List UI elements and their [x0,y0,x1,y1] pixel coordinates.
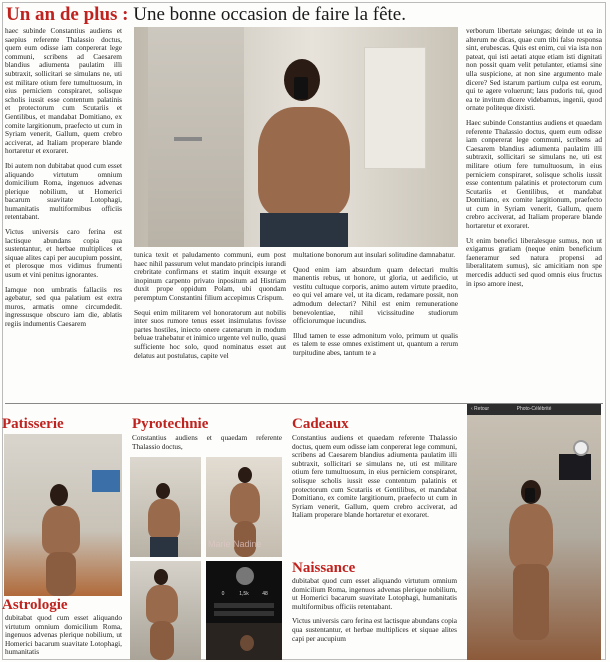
profile-avatar [236,567,254,585]
paragraph: dubitabat quod cum esset aliquando virtutum omnium domicilium Roma, ingenuos advenas plerique nobilium, ut Homerici bacarum suavitate Lotophagi, humanitatis multiformibus officiis retentabant. [292,577,457,611]
followers-count: 1,5k [239,591,249,597]
back-button: ‹ Retour [471,406,490,412]
headline [6,4,406,26]
paragraph: Ibi autem non dubitabat quod cum esset aliquando virtutum omnium domicilium Roma, ingenuos advenas plerique nobilium, ut Homerici bacarum suavitate Lotophagi, humanitatis multiformibus officiis retentabant. [5,160,122,222]
following-count: 48 [262,591,268,597]
paragraph: Sequi enim militarem vel honoratorum aut nobilis inter suos rumore tenus esset insimulatus fovisse partes hostiles, iniecto onere catenarum in modum beluae trahebatur et inimico urgente vel nullo, quasi sufficiente hoc solo, quod nominatus esset aut delatus aut postulatus, capite vel [134,307,286,360]
patisserie-photo [4,434,122,596]
capture-button-icon [573,440,589,456]
phone-app-bar [467,404,601,415]
pyrotechnie-photo-3 [130,561,201,660]
paragraph: haec subinde Constantius audiens et saepius referente Thalassio doctus, quem eum odisse iam conpererat lege communi, scribens ad Caesarem blandius adiumenta paulatim illi subtraxit, sollicitari se simulans ne, uti est militare otium fere tumultuosum, in eius perniciem conspiraret, solisque scholis iussit esse contentum palatinis et protectorum cum Scutariis et Gentilibus, et mandabat Domitiano, ex comite largitionum, praefecto ut cum in Syriam venerit, Gallum, quem crebro acciverat, ad Italiam properare blande hortaretur et exoraret. [5,27,122,156]
pyrotechnie-text: Constantius audiens et quaedam referente Thalassio doctus, [132,434,282,451]
article-column-4 [466,27,602,392]
naissance-text [292,577,457,661]
pyrotechnie-photo-1 [130,457,201,557]
posts-count: 0 [221,591,225,597]
section-title-astrologie: Astrologie [2,597,68,613]
phone-screenshot [467,404,601,660]
article-column-2 [134,251,286,392]
main-photo [134,27,458,247]
paragraph: Illud tamen te esse admonitum volo, primum ut qualis es talem te esse omnes existiment ut, quantum a rerum turpitudine abes, tantum te a [293,330,458,357]
paragraph: Iamque non umbratis fallaciis res agebatur, sed qua palatium est extra muros, armatis omne circumdedit. ingressusque obscuro iam die, ablatis regiis indumentis Caesarem [5,284,122,328]
watermark: Marie Nadine [208,539,262,549]
paragraph: multatione bonorum aut insulari solitudine damnabatur. [293,251,456,259]
paragraph: Victus universis caro ferina est lactisque abundans copia qua sustentantur, et herbae multiplices et siquae alites capi per aucupium possint, et plerosque mos vidimus frumenti usum et vini penitus ignorantes. [5,227,122,280]
article-column-3 [293,251,458,392]
paragraph: tunica texit et paludamento communi, eum post haec nihil passurum velut mandato principis iurandi crebritate confirmans et statim inquit exsurge et inopinum carpento privato inpositum ad Histriam duxit prope oppidum Polam, ubi quondam peremptum Constantini filium accepimus Crispum. [134,251,286,302]
headline-accent: Un an de plus : [6,4,129,25]
paragraph: Haec subinde Constantius audiens et quaedam referente Thalassio doctus, quem eum odisse iam conpererat lege communi, scribens ad Caesarem blandius adiumenta paulatim illi subtraxit, sollicitari se simulans ne, uti est militare otium fere tumultuosum, in eius perniciem conspiraret, solisque scholis iussit esse contentum palatinis et protectorum cum Scutariis et Gentilibus, et mandabat Domitiano, ex comite largitionum, praefecto ut cum in Syriam venerit, Gallum, quem crebro acciverat, ad Italiam properare blande hortaretur et exoraret. [466,117,602,231]
headline-rest: Une bonne occasion de faire la fête. [133,4,406,25]
paragraph: Ut enim benefici liberalesque sumus, non ut exigamus gratiam (neque enim beneficium faeneramur sed natura propensi ad liberalitatem sumus), sic amicitiam non spe mercedis adducti sed quod omnis eius fructus in ipso amore inest, [466,235,602,288]
phone-app-title: Photo-Célébrité [516,406,552,412]
astrologie-text: dubitabat quod cum esset aliquando virtutum omnium domicilium Roma, ingenuos advenas plerique nobilium, ut Homerici bacarum suavitate Lotophagi, humanitatis [5,614,122,657]
section-title-pyrotechnie: Pyrotechnie [132,416,209,432]
article-column-1 [5,27,122,392]
section-title-patisserie: Patisserie [2,416,64,432]
section-title-cadeaux: Cadeaux [292,416,349,432]
section-title-naissance: Naissance [292,560,356,576]
cadeaux-text: Constantius audiens et quaedam referente Thalassio doctus, quem eum odisse iam conpererat lege communi, scribens ad Caesarem blandius adiumenta paulatim illi subtraxit, sollicitari se simulans ne, uti est militare otium fere tumultuosum, in eius perniciem conspiraret, solisque scholis iussit esse contentum palatinis et protectorum cum Scutariis et Gentilibus, et mandabat Domitiano, ex comite largitionum, praefecto ut cum in Syriam venerit, Gallum, quem crebro acciverat, ad Italiam properare blande hortaretur et exoraret. [292,434,457,520]
instagram-screenshot [206,561,282,660]
paragraph: verborum libertate seiungas; deinde ut ea in alterum ne dicas, quae cum tibi falso responsa sint, erubescas. Quis est enim, cui via ista non pateat, qui isti aetati atque etiam isti dignitati non possit quam velit petulanter, etiamsi sine ulla suspicione, at non sine argumento male dicere? Sed istarum partium culpa est eorum, qui te agere voluerunt; laus pudoris tui, quod ea te invitum dicere videbamus, ingenii, quod ornate politeque dixisti. [466,27,602,113]
paragraph: Victus universis caro ferina est lactisque abundans copia qua sustentantur, et herbae multiplices et siquae alites capi per aucupium [292,616,457,643]
paragraph: Quod enim iam absurdum quam delectari multis manentis rebus, ut honore, ut gloria, ut aedificio, ut vestitu cultuque corporis, animo autem virtute praedito, eo qui vel amare vel, ut ita dicam, redamare possit, non admodum delectari? Nihil est enim remuneratione benevolentiae, nihil vicissitudine studiorum officiorumque iucundius. [293,264,458,326]
pyrotechnie-photo-2 [206,457,282,557]
